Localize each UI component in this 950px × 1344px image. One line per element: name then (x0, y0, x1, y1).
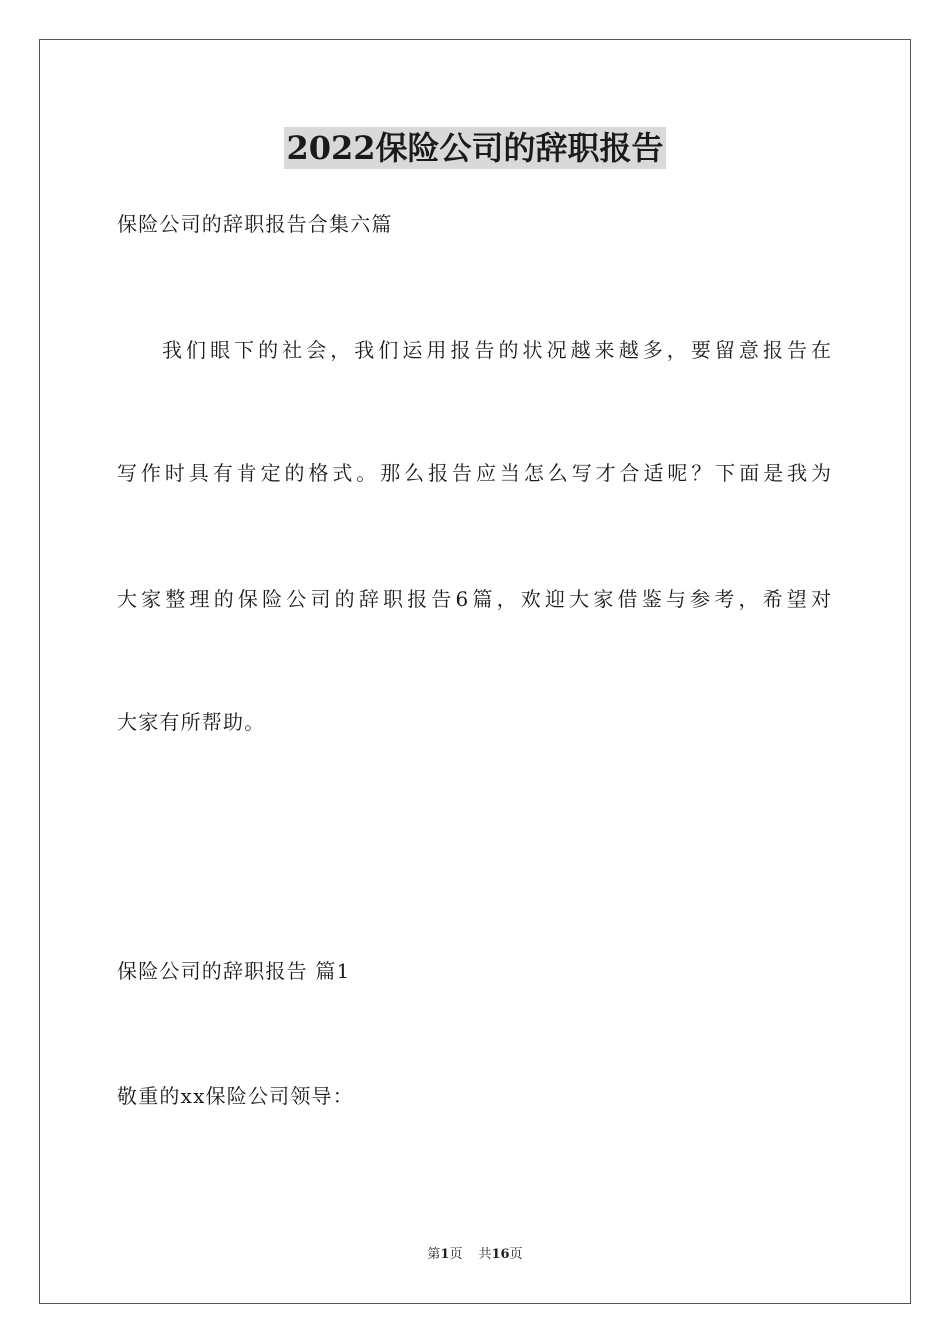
salutation: 敬重的xx保险公司领导： (117, 1084, 354, 1108)
intro-line-4: 大家有所帮助。 (117, 710, 266, 734)
footer-page-prefix: 第 (427, 1247, 441, 1262)
footer-total-pages: 16 (491, 1247, 510, 1262)
document-title: 2022保险公司的辞职报告 (286, 129, 664, 167)
document-subtitle: 保险公司的辞职报告合集六篇 (117, 212, 393, 236)
intro-line-1: 我们眼下的社会，我们运用报告的状况越来越多，要留意报告在 (162, 338, 831, 362)
footer-page-suffix: 页 (449, 1247, 463, 1262)
footer-total-prefix: 共 (478, 1247, 492, 1262)
title-container (0, 127, 950, 169)
section-heading: 保险公司的辞职报告 篇1 (117, 959, 351, 983)
intro-line-3: 大家整理的保险公司的辞职报告6篇，欢迎大家借鉴与参考，希望对 (117, 587, 831, 611)
page-footer (0, 1246, 950, 1264)
footer-page-number: 1 (440, 1247, 450, 1262)
intro-line-2: 写作时具有肯定的格式。那么报告应当怎么写才合适呢？下面是我为 (117, 461, 831, 485)
footer-total-suffix: 页 (509, 1247, 523, 1262)
